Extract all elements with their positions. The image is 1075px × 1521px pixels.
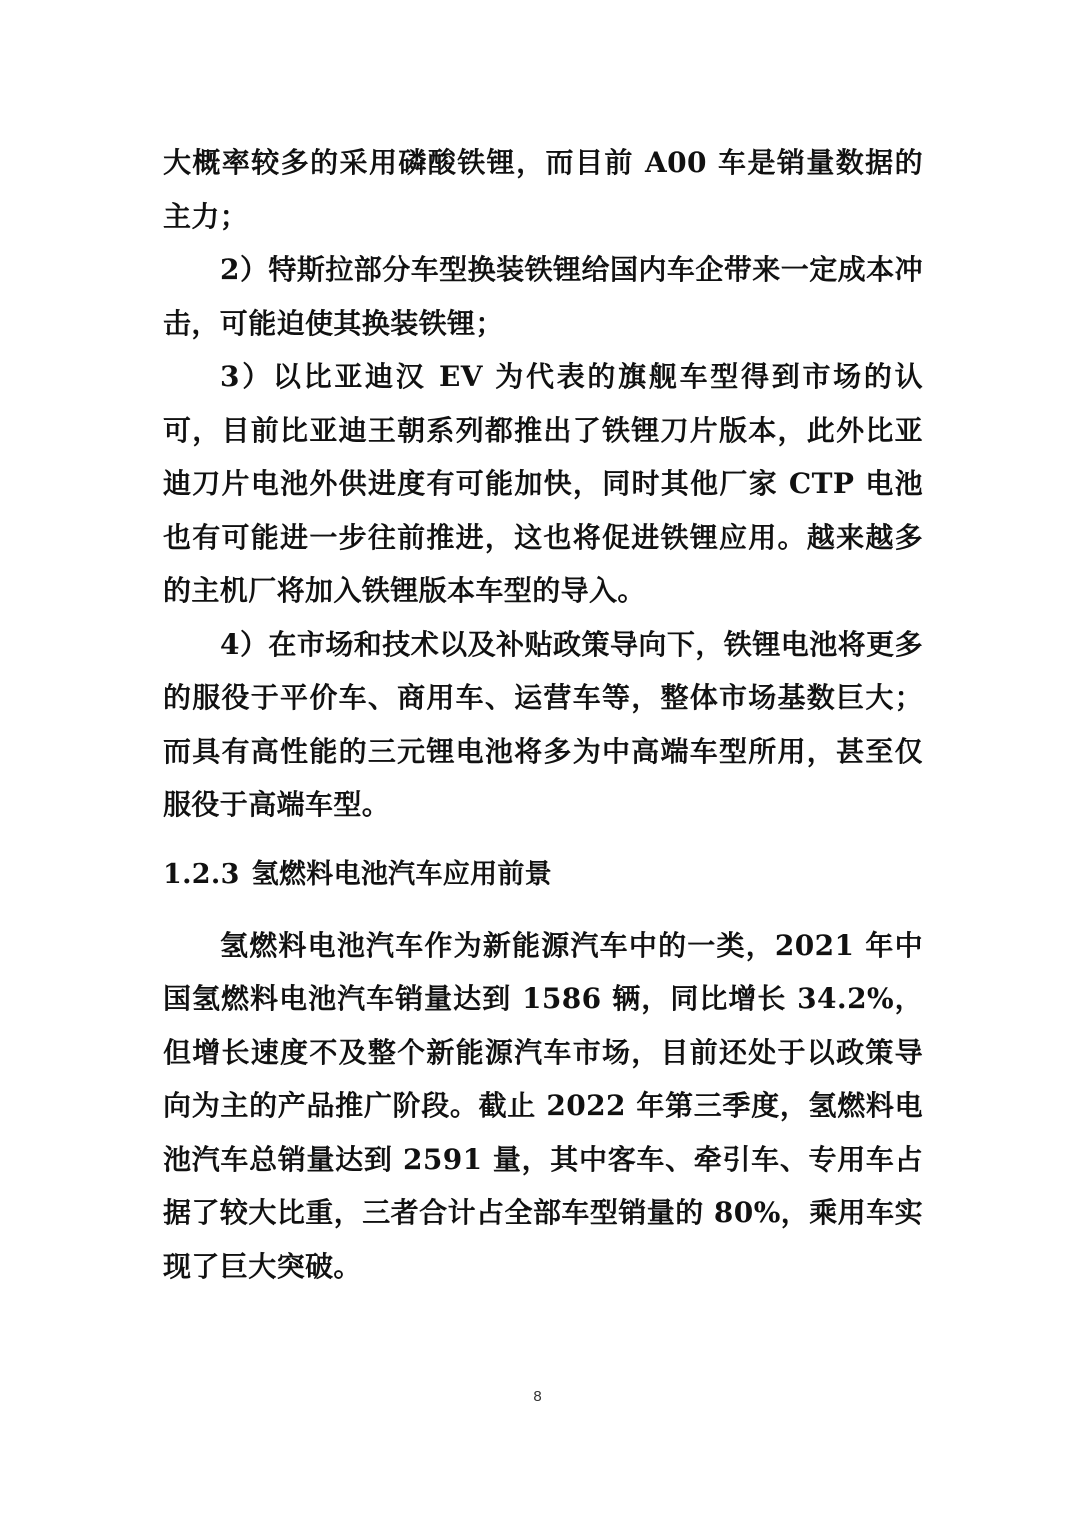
page-number: 8 <box>533 1388 542 1405</box>
section-heading <box>163 851 923 899</box>
section-title: 氢燃料电池汽车应用前景 <box>251 858 552 890</box>
paragraph-market-segments: 4）在市场和技术以及补贴政策导向下，铁锂电池将更多的服役于平价车、商用车、运营车等，整体市场基数巨大；而具有高性能的三元锂电池将多为中高端车型所用，甚至仅服役于高端车型。 <box>163 627 923 821</box>
paragraph-byd-blade: 3）以比亚迪汉 EV 为代表的旗舰车型得到市场的认可，目前比亚迪王朝系列都推出了铁锂刀片版本，此外比亚迪刀片电池外供进度有可能加快，同时其他厂家 CTP 电池也有可能进一步往前推进，这也将促进铁锂应用。越来越多的主机厂将加入铁锂版本车型的导入。 <box>163 360 923 607</box>
page-content <box>163 136 923 1293</box>
paragraph-tesla-lfp: 2）特斯拉部分车型换装铁锂给国内车企带来一定成本冲击，可能迫使其换装铁锂； <box>163 253 923 340</box>
paragraph-battery-choice: 大概率较多的采用磷酸铁锂，而目前 A00 车是销量数据的主力； <box>163 146 923 233</box>
section-number: 1.2.3 <box>163 858 240 890</box>
paragraph-hydrogen-sales: 氢燃料电池汽车作为新能源汽车中的一类，2021 年中国氢燃料电池汽车销量达到 1586 辆，同比增长 34.2%，但增长速度不及整个新能源汽车市场，目前还处于以政策导向为主的产品推广阶段。截止 2022 年第三季度，氢燃料电池汽车总销量达到 2591 量，其中客车、牵引车、专用车占据了较大比重，三者合计占全部车型销量的 80%，乘用车实现了巨大突破。 <box>163 928 923 1283</box>
